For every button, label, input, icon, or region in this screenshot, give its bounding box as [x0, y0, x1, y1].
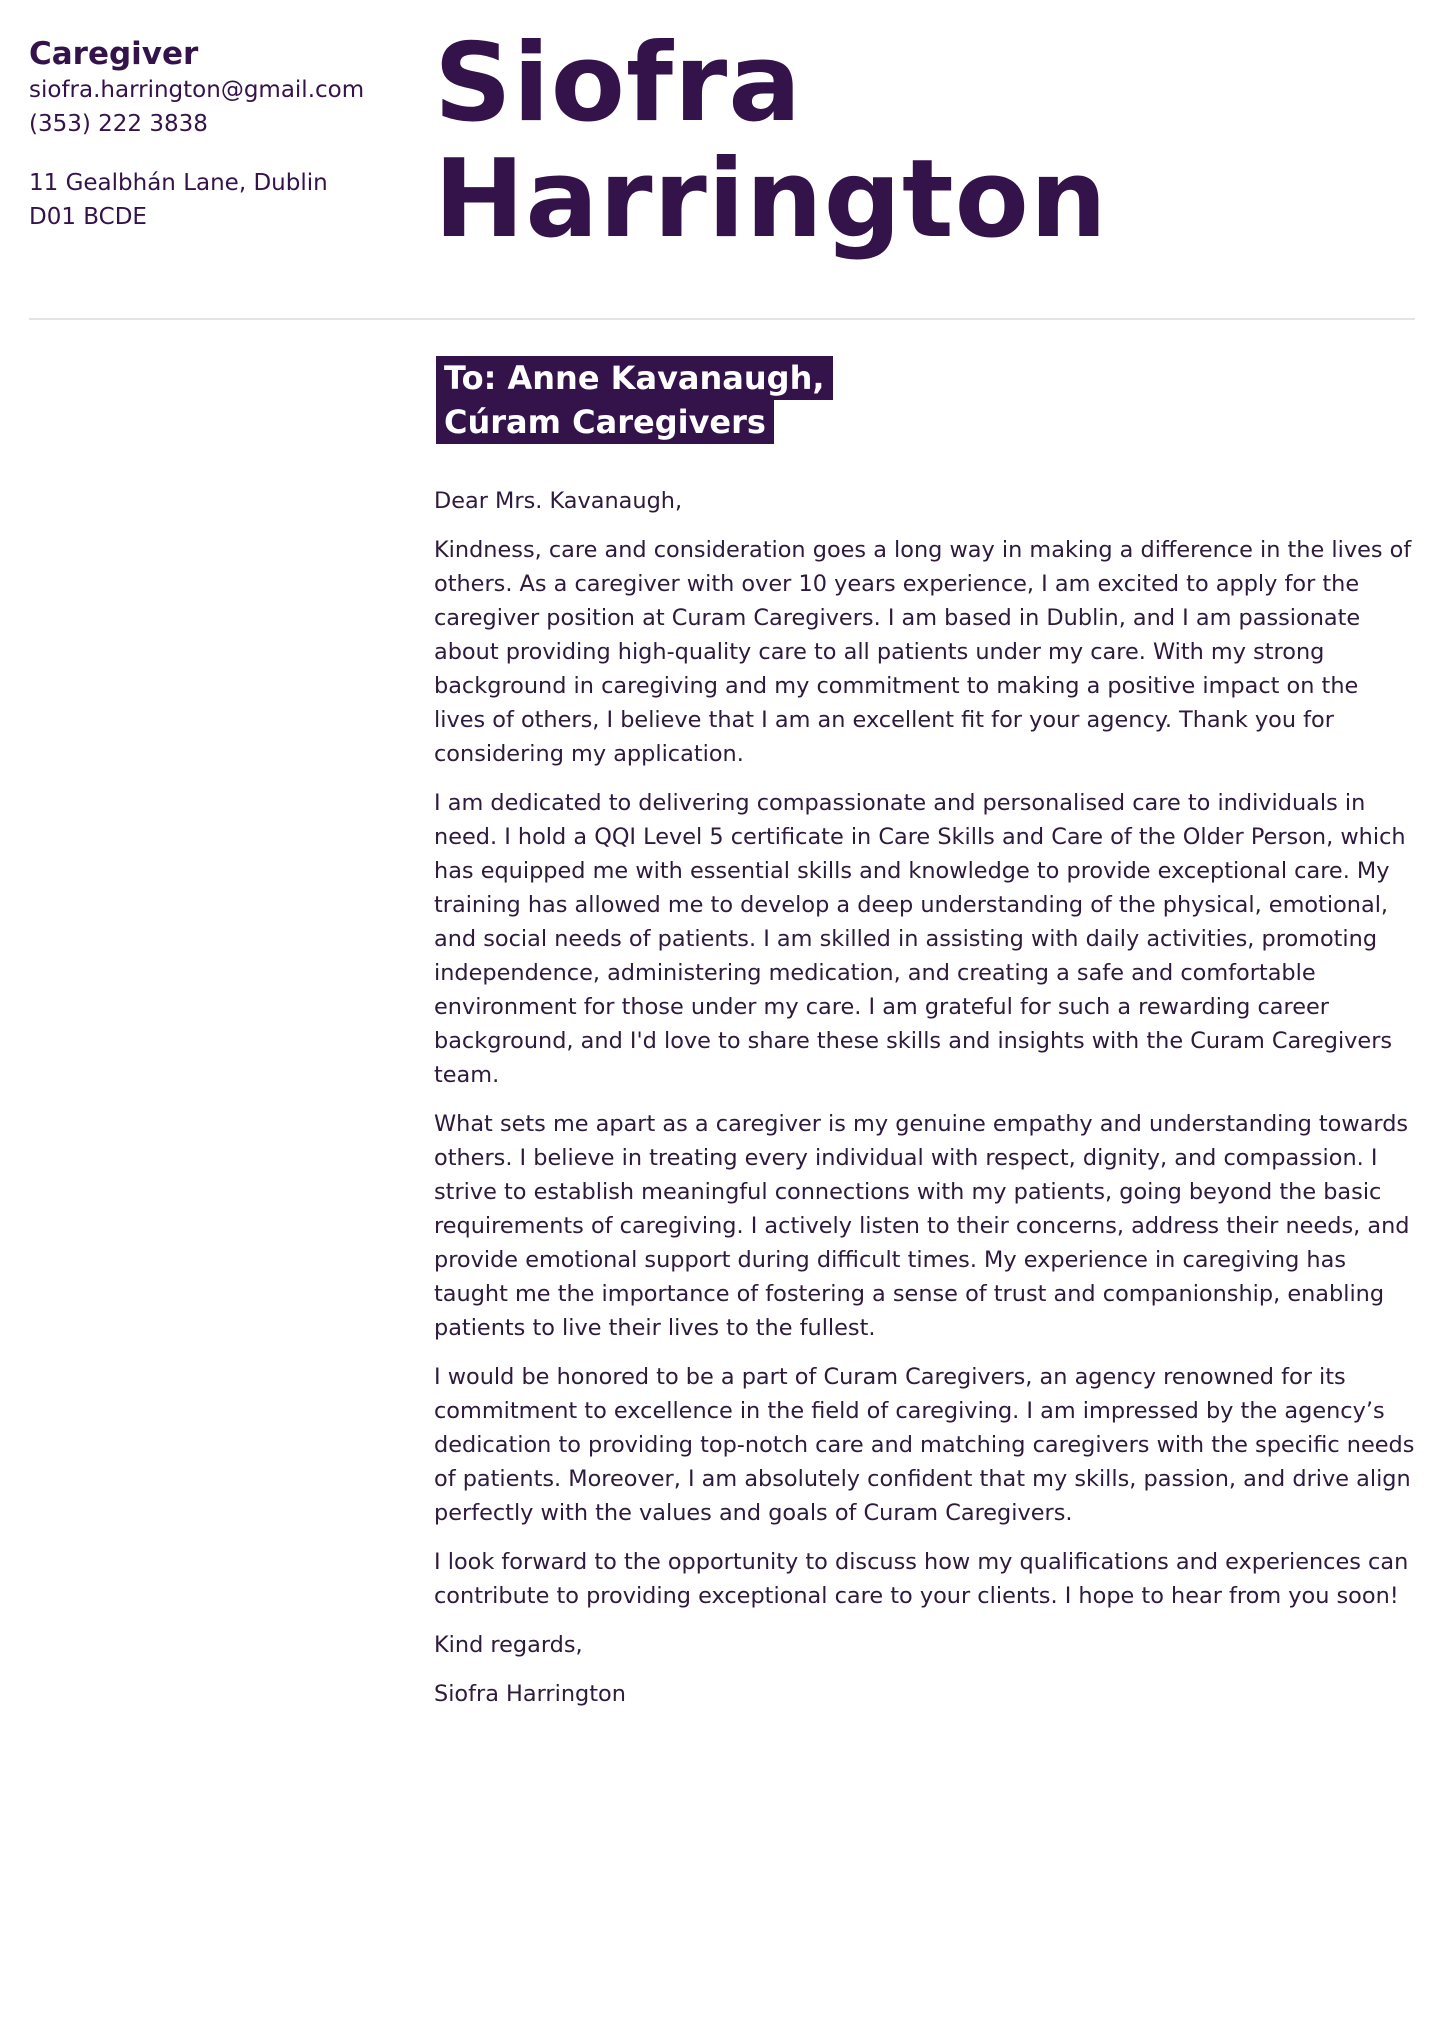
email-link[interactable]: siofra.harrington@gmail.com [29, 77, 365, 104]
closing: Kind regards, [434, 1632, 583, 1658]
phone-number: (353) 222 3838 [29, 111, 208, 138]
body-paragraph: I am dedicated to delivering compassionate and personalised care to individuals in need. I hold a QQI Level 5 certificate in Care Skills and Care of the Older Person, which has equipped me with essential skills and knowledge to provide exceptional care. My training has allowed me to develop a deep understanding of the physical, emotional, and social needs of patients. I am skilled in assisting with daily activities, promoting independence, administering medication, and creating a safe and comfortable environment for those under my care. I am grateful for such a rewarding career background, and I'd love to share these skills and insights with the Curam Caregivers team. [434, 790, 1406, 1088]
first-name: Siofra [434, 21, 803, 146]
applicant-name [434, 21, 1384, 262]
body-paragraph: I look forward to the opportunity to discuss how my qualifications and experiences can contribute to providing exceptional care to your clients. I hope to hear from you soon! [434, 1549, 1409, 1609]
recipient-company: Cúram Caregivers [436, 400, 774, 444]
recipient-block [436, 356, 996, 444]
job-title: Caregiver [29, 36, 199, 72]
letter-body [434, 484, 1416, 1726]
address: 11 Gealbhán Lane, Dublin D01 BCDE [29, 170, 328, 231]
contact-column [29, 36, 389, 234]
last-name: Harrington [434, 137, 1108, 262]
body-paragraph: What sets me apart as a caregiver is my genuine empathy and understanding towards others. I believe in treating every individual with respect, dignity, and compassion. I strive to establish meaningful connections with my patients, going beyond the basic requirements of caregiving. I actively listen to their concerns, address their needs, and provide emotional support during difficult times. My experience in caregiving has taught me the importance of fostering a sense of trust and companionship, enabling patients to live their lives to the fullest. [434, 1111, 1410, 1341]
greeting: Dear Mrs. Kavanaugh, [434, 488, 683, 514]
recipient-name: To: Anne Kavanaugh, [436, 356, 833, 400]
header-divider [29, 318, 1415, 320]
body-paragraph: I would be honored to be a part of Curam Caregivers, an agency renowned for its commitment to excellence in the field of caregiving. I am impressed by the agency’s dedication to providing top-notch care and matching caregivers with the specific needs of patients. Moreover, I am absolutely confident that my skills, passion, and drive align perfectly with the values and goals of Curam Caregivers. [434, 1364, 1415, 1526]
signature: Siofra Harrington [434, 1681, 626, 1707]
body-paragraph: Kindness, care and consideration goes a long way in making a difference in the lives of others. As a caregiver with over 10 years experience, I am excited to apply for the caregiver position at Curam Caregivers. I am based in Dublin, and I am passionate about providing high-quality care to all patients under my care. With my strong background in caregiving and my commitment to making a positive impact on the lives of others, I believe that I am an excellent fit for your agency. Thank you for considering my application. [434, 537, 1412, 767]
